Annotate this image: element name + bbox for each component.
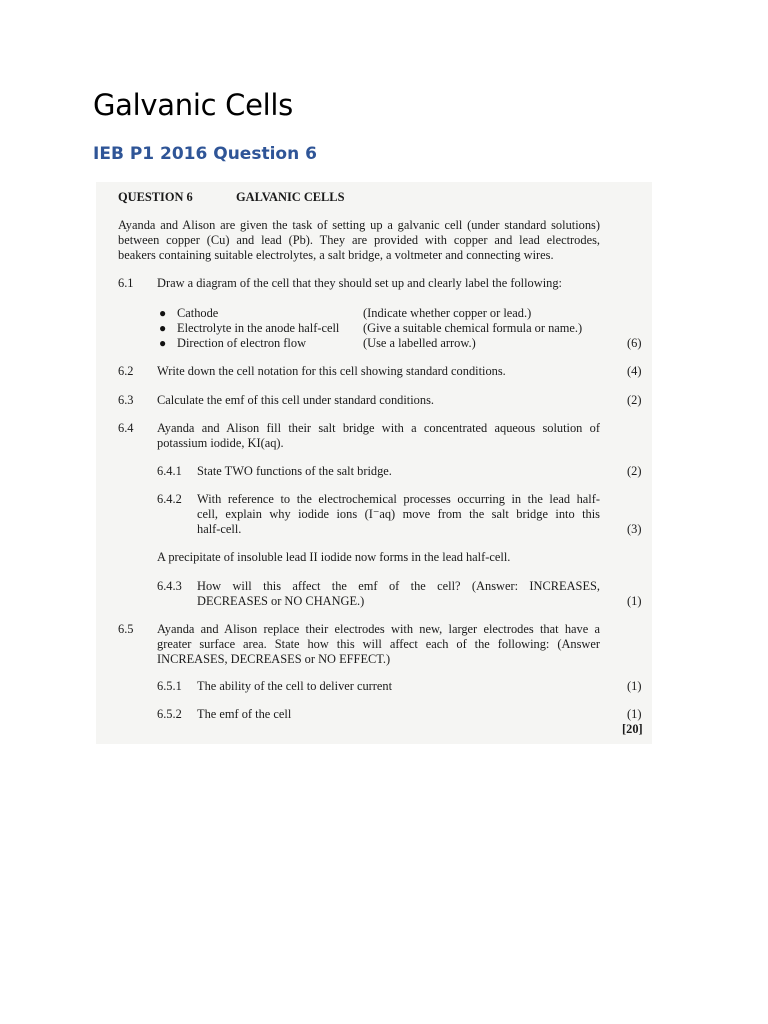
q6-4-1-text: State TWO functions of the salt bridge. bbox=[197, 464, 392, 478]
bullet-item-electron-flow: Direction of electron flow bbox=[177, 336, 307, 350]
q6-5-line-2: greater surface area. State how this will affect each of the following: (Answer bbox=[157, 637, 600, 651]
q6-5-2-number: 6.5.2 bbox=[157, 707, 182, 721]
intro-line-2: between copper (Cu) and lead (Pb). They are provided with copper and lead electrodes, bbox=[118, 233, 600, 247]
bullet-item-electrolyte: Electrolyte in the anode half-cell bbox=[177, 321, 340, 335]
q6-4-2-number: 6.4.2 bbox=[157, 492, 182, 506]
question-total-marks: [20] bbox=[622, 722, 643, 736]
q6-4-1-marks: (2) bbox=[627, 464, 642, 478]
q6-2-number: 6.2 bbox=[118, 364, 134, 378]
q6-1-text: Draw a diagram of the cell that they should set up and clearly label the following: bbox=[157, 276, 562, 290]
bullet-dot-icon: ● bbox=[159, 306, 167, 320]
bullet-dot-icon: ● bbox=[159, 321, 167, 335]
bullet-item-cathode: Cathode bbox=[177, 306, 219, 320]
q6-1-number: 6.1 bbox=[118, 276, 134, 290]
bullet-note-electron-flow: (Use a labelled arrow.) bbox=[363, 336, 476, 350]
bullet-note-cathode: (Indicate whether copper or lead.) bbox=[363, 306, 532, 320]
q6-4-note: A precipitate of insoluble lead II iodide now forms in the lead half-cell. bbox=[157, 550, 511, 564]
q6-3-marks: (2) bbox=[627, 393, 642, 407]
q6-2-marks: (4) bbox=[627, 364, 642, 378]
q6-5-number: 6.5 bbox=[118, 622, 134, 636]
q6-5-2-marks: (1) bbox=[627, 707, 642, 721]
q6-2-text: Write down the cell notation for this cell showing standard conditions. bbox=[157, 364, 506, 378]
q6-5-1-number: 6.5.1 bbox=[157, 679, 182, 693]
q6-4-3-line-1: How will this affect the emf of the cell? (Answer: INCREASES, bbox=[197, 579, 600, 593]
scanned-question-image bbox=[96, 182, 652, 744]
q6-4-line-2: potassium iodide, KI(aq). bbox=[157, 436, 284, 450]
bullet-dot-icon: ● bbox=[159, 336, 167, 350]
q6-4-2-line-2: cell, explain why iodide ions (I⁻aq) move from the salt bridge into this bbox=[197, 507, 600, 521]
bullet-note-electrolyte: (Give a suitable chemical formula or name.) bbox=[363, 321, 583, 335]
q6-4-2-line-1: With reference to the electrochemical processes occurring in the lead half- bbox=[197, 492, 600, 506]
q6-4-3-number: 6.4.3 bbox=[157, 579, 182, 593]
q6-3-text: Calculate the emf of this cell under standard conditions. bbox=[157, 393, 434, 407]
q6-5-line-1: Ayanda and Alison replace their electrodes with new, larger electrodes that have a bbox=[157, 622, 600, 636]
page-subtitle: IEB P1 2016 Question 6 bbox=[93, 144, 317, 164]
page-title: Galvanic Cells bbox=[93, 88, 293, 122]
q6-4-number: 6.4 bbox=[118, 421, 134, 435]
q6-3-number: 6.3 bbox=[118, 393, 134, 407]
q6-5-1-text: The ability of the cell to deliver current bbox=[197, 679, 393, 693]
q6-5-1-marks: (1) bbox=[627, 679, 642, 693]
intro-line-3: beakers containing suitable electrolytes, a salt bridge, a voltmeter and connecting wires. bbox=[118, 248, 554, 262]
q6-4-3-line-2: DECREASES or NO CHANGE.) bbox=[197, 594, 365, 608]
q6-5-2-text: The emf of the cell bbox=[197, 707, 292, 721]
question-number: QUESTION 6 bbox=[118, 190, 193, 204]
q6-1-marks: (6) bbox=[627, 336, 642, 350]
q6-4-line-1: Ayanda and Alison fill their salt bridge with a concentrated aqueous solution of bbox=[157, 421, 600, 435]
q6-4-2-marks: (3) bbox=[627, 522, 642, 536]
intro-line-1: Ayanda and Alison are given the task of setting up a galvanic cell (under standard solutions) bbox=[118, 218, 600, 232]
q6-4-2-line-3: half-cell. bbox=[197, 522, 242, 536]
q6-5-line-3: INCREASES, DECREASES or NO EFFECT.) bbox=[157, 652, 391, 666]
q6-4-3-marks: (1) bbox=[627, 594, 642, 608]
q6-4-1-number: 6.4.1 bbox=[157, 464, 182, 478]
question-heading: GALVANIC CELLS bbox=[236, 190, 345, 204]
